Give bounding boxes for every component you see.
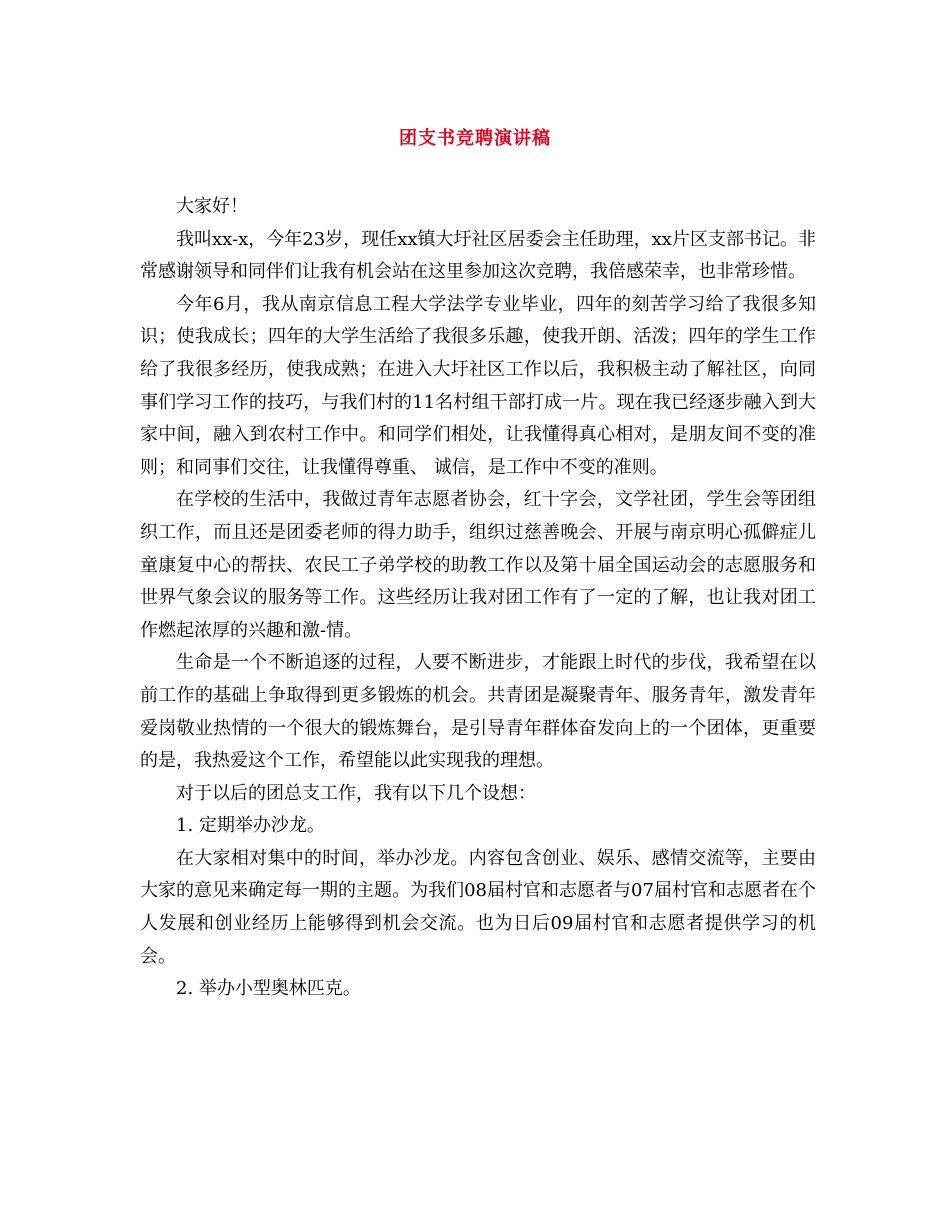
paragraph-plans-intro: 对于以后的团总支工作，我有以下几个设想： <box>176 782 536 804</box>
paragraph-school-experience: 在学校的生活中，我做过青年志愿者协会，红十字会，文学社团，学生会等团组织工作，而且还是团委老师的得力助手，组织过慈善晚会、开展与南京明心孤僻症儿童康复中心的帮扶、农民工子弟学校的助教工作以及第十届全国运动会的志愿服务和世界气象会议的服务等工作。这些经历让我对团工作有了一定的了解，也让我对团工作燃起浓厚的兴趣和激-情。 <box>140 489 816 641</box>
paragraph-motivation: 生命是一个不断追逐的过程，人要不断进步，才能跟上时代的步伐，我希望在以前工作的基础上争取得到更多锻炼的机会。共青团是凝聚青年、服务青年，激发青年爱岗敬业热情的一个很大的锻炼舞台，是引导青年群体奋发向上的一个团体，更重要的是，我热爱这个工作，希望能以此实现我的理想。 <box>140 652 816 772</box>
paragraph-greeting: 大家好！ <box>176 196 248 217</box>
paragraph-plan-1-detail: 在大家相对集中的时间，举办沙龙。内容包含创业、娱乐、感情交流等，主要由大家的意见来确定每一期的主题。为我们08届村官和志愿者与07届村官和志愿者在个人发展和创业经历上能够得到机会交流。也为日后09届村官和志愿者提供学习的机会。 <box>140 847 816 967</box>
paragraph-introduction: 我叫xx-x，今年23岁，现任xx镇大圩社区居委会主任助理，xx片区支部书记。非常感谢领导和同伴们让我有机会站在这里参加这次竞聘，我倍感荣幸，也非常珍惜。 <box>140 228 816 283</box>
document-body <box>140 191 816 1006</box>
paragraph-plan-2-heading: 2. 举办小型奥林匹克。 <box>176 978 361 1000</box>
paragraph-plan-1-heading: 1. 定期举办沙龙。 <box>176 815 325 837</box>
paragraph-education: 今年6月，我从南京信息工程大学法学专业毕业，四年的刻苦学习给了我很多知识；使我成长；四年的大学生活给了我很多乐趣，使我开朗、活泼；四年的学生工作给了我很多经历，使我成熟；在进入大圩社区工作以后，我积极主动了解社区，向同事们学习工作的技巧，与我们村的11名村组干部打成一片。现在我已经逐步融入到大家中间，融入到农村工作中。和同学们相处，让我懂得真心相对，是朋友间不变的准则；和同事们交往，让我懂得尊重、 诚信，是工作中不变的准则。 <box>140 293 816 478</box>
document-title: 团支书竞聘演讲稿 <box>399 128 551 149</box>
